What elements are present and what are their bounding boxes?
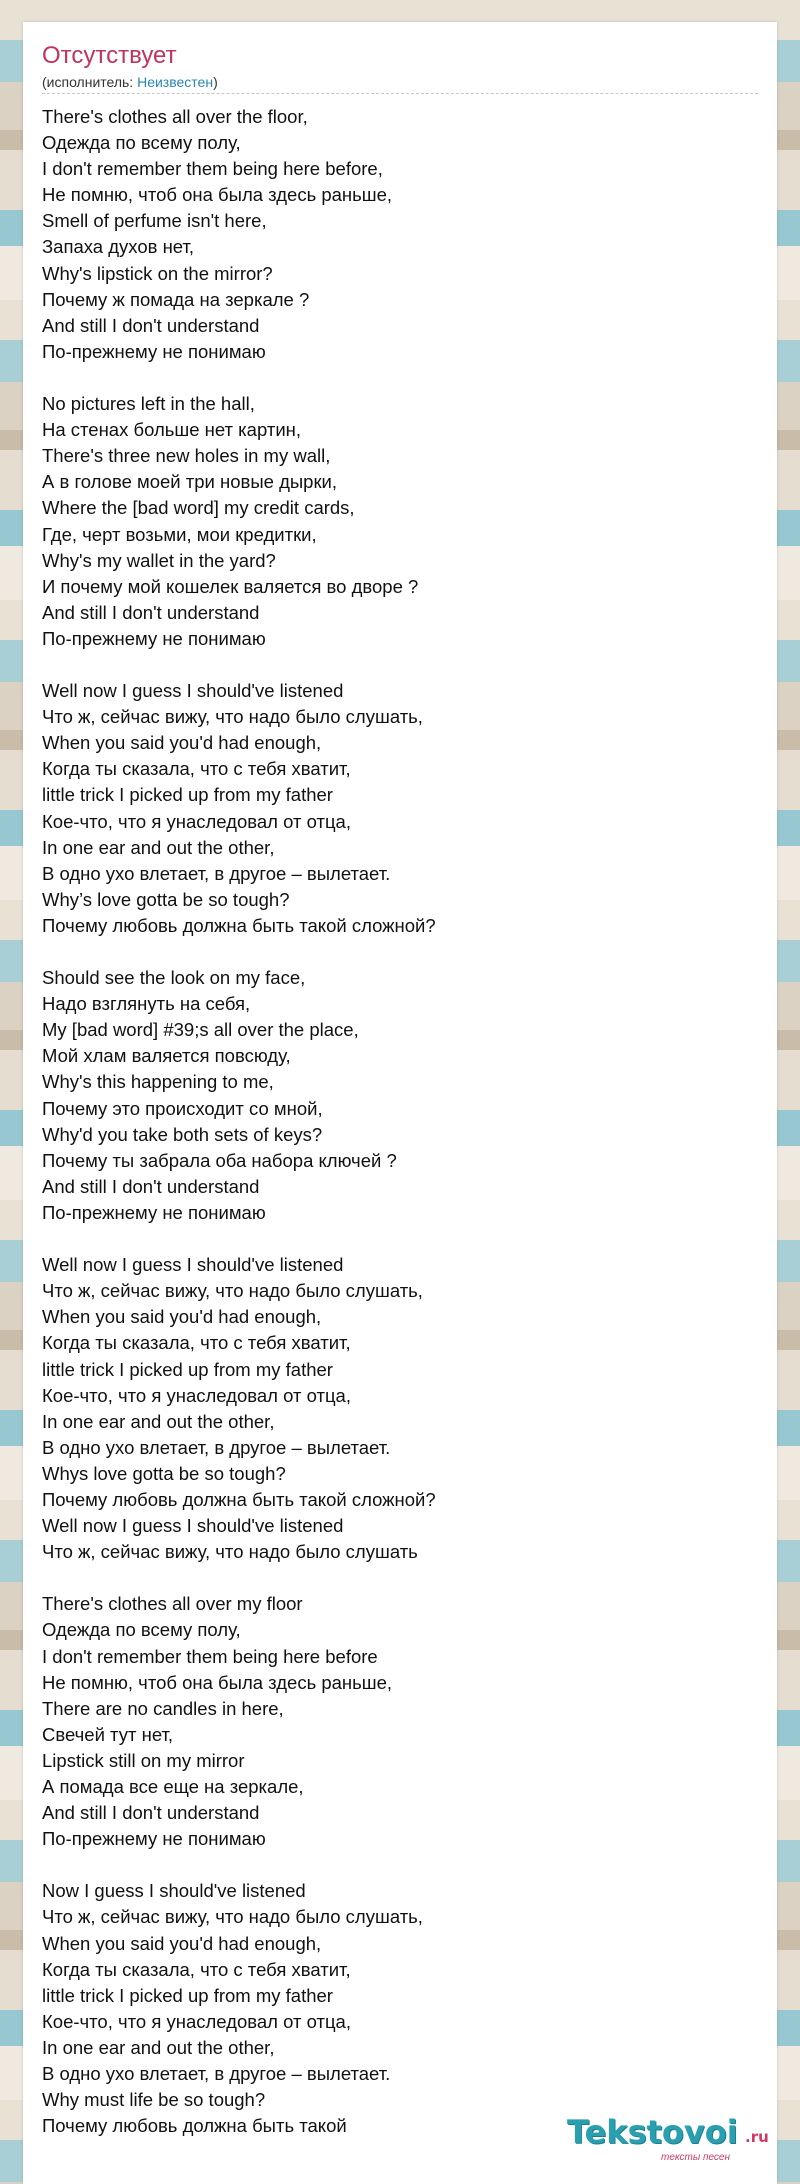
lyric-line: Why's my wallet in the yard? [42,549,276,571]
lyric-line: Well now I guess I should've listened [42,680,344,702]
lyric-line: Мой хлам валяется повсюду, [42,1045,291,1067]
lyric-line: И почему мой кошелек валяется во дворе ? [42,575,419,597]
stanza-break [42,1852,742,1878]
lyric-line: Почему любовь должна быть такой сложной? [42,914,436,936]
lyric-line: When you said you'd had enough, [42,732,322,754]
lyric-line: По-прежнему не понимаю [42,340,266,362]
lyric-line: Whys love gotta be so tough? [42,1462,286,1484]
lyric-line: Why'd you take both sets of keys? [42,1123,323,1145]
lyric-line: And still I don't understand [42,314,260,336]
lyric-line: Свечей тут нет, [42,1723,174,1745]
lyric-line: Кое-что, что я унаследовал от отца, [42,810,351,832]
lyric-line: Не помню, чтоб она была здесь раньше, [42,184,393,206]
lyric-line: In one ear and out the other, [42,2036,275,2058]
lyric-line: Well now I guess I should've listened [42,1254,344,1276]
lyric-line: Когда ты сказала, что с тебя хватит, [42,758,351,780]
lyric-line: А помада все еще на зеркале, [42,1776,304,1797]
lyric-line: There's clothes all over the floor, [42,106,308,127]
lyric-line: По-прежнему не понимаю [42,627,266,649]
artist-prefix: (исполнитель: [42,74,138,90]
lyric-line: Что ж, сейчас вижу, что надо было слушать, [42,706,423,728]
lyric-line: Should see the look on my face, [42,967,306,989]
lyrics-text [42,104,742,2139]
lyric-line: Where the [bad word] my credit cards, [42,497,355,519]
lyric-line: Надо взглянуть на себя, [42,993,251,1015]
lyric-line: Кое-что, что я унаследовал от отца, [42,2010,351,2032]
stanza-break [42,652,742,678]
artist-suffix: ) [213,74,218,90]
lyric-line: Why’s love gotta be so tough? [42,888,290,910]
lyric-line: My [bad word] #39;s all over the place, [42,1019,359,1041]
lyric-line: Кое-что, что я унаследовал от отца, [42,1384,351,1406]
logo-tld: .ru [745,2128,769,2146]
lyric-line: В одно ухо влетает, в другое – вылетает. [42,862,391,884]
lyric-line: Когда ты сказала, что с тебя хватит, [42,1958,351,1980]
lyric-line: Где, черт возьми, мои кредитки, [42,523,317,545]
lyric-line: When you said you'd had enough, [42,1306,322,1328]
lyric-line: Почему это происходит со мной, [42,1097,323,1119]
stanza-break [42,1226,742,1252]
logo-tagline: тексты песен [661,2152,730,2163]
lyric-line: little trick I picked up from my father [42,784,333,806]
lyric-line: And still I don't understand [42,1802,260,1824]
lyric-line: По-прежнему не понимаю [42,1201,266,1223]
stanza-break [42,1565,742,1591]
lyric-line: В одно ухо влетает, в другое – вылетает. [42,1436,391,1458]
artist-line [42,73,218,91]
lyric-line: No pictures left in the hall, [42,393,255,415]
lyric-line: Lipstick still on my mirror [42,1749,245,1771]
lyric-line: Why's this happening to me, [42,1071,274,1093]
stanza-break [42,365,742,391]
lyric-line: Well now I guess I should've listened [42,1515,344,1537]
lyric-line: Smell of perfume isn't here, [42,210,267,232]
lyric-line: Почему ж помада на зеркале ? [42,288,310,310]
lyric-line: In one ear and out the other, [42,836,275,858]
lyric-line: In one ear and out the other, [42,1410,275,1432]
site-logo[interactable] [567,2112,772,2168]
stanza-break [42,939,742,965]
lyric-line: I don't remember them being here before, [42,158,383,180]
lyric-line: Когда ты сказала, что с тебя хватит, [42,1332,351,1354]
artist-link[interactable]: Неизвестен [137,74,214,90]
song-title: Отсутствует [42,42,177,69]
header-divider [42,93,758,94]
lyric-line: Почему любовь должна быть такой сложной? [42,1488,436,1510]
lyric-line: Now I guess I should've listened [42,1880,306,1902]
lyric-line: Что ж, сейчас вижу, что надо было слушать, [42,1280,423,1302]
lyric-line: А в голове моей три новые дырки, [42,471,338,493]
lyric-line: Why must life be so tough? [42,2089,266,2111]
lyric-line: В одно ухо влетает, в другое – вылетает. [42,2063,391,2085]
lyric-line: Запаха духов нет, [42,236,195,258]
lyric-line: Одежда по всему полу, [42,132,241,154]
lyric-line: I don't remember them being here before [42,1645,378,1667]
lyric-line: Why's lipstick on the mirror? [42,262,273,284]
lyric-line: little trick I picked up from my father [42,1358,333,1380]
lyric-line: There's three new holes in my wall, [42,445,331,467]
lyric-line: And still I don't understand [42,601,260,623]
lyric-line: And still I don't understand [42,1175,260,1197]
lyric-line: Почему любовь должна быть такой [42,2115,347,2137]
lyric-line: Что ж, сейчас вижу, что надо было слушать, [42,1906,423,1928]
logo-wordmark: Tekstovoi [567,2113,738,2151]
lyric-line: По-прежнему не понимаю [42,1828,266,1850]
lyric-line: There are no candles in here, [42,1697,284,1719]
lyric-line: Не помню, чтоб она была здесь раньше, [42,1671,393,1693]
lyric-line: Почему ты забрала оба набора ключей ? [42,1149,397,1171]
lyric-line: When you said you'd had enough, [42,1932,322,1954]
lyric-line: little trick I picked up from my father [42,1984,333,2006]
lyric-line: Что ж, сейчас вижу, что надо было слушать [42,1541,418,1563]
lyric-line: На стенах больше нет картин, [42,419,302,441]
lyric-line: Одежда по всему полу, [42,1619,241,1641]
lyric-line: There's clothes all over my floor [42,1593,303,1615]
